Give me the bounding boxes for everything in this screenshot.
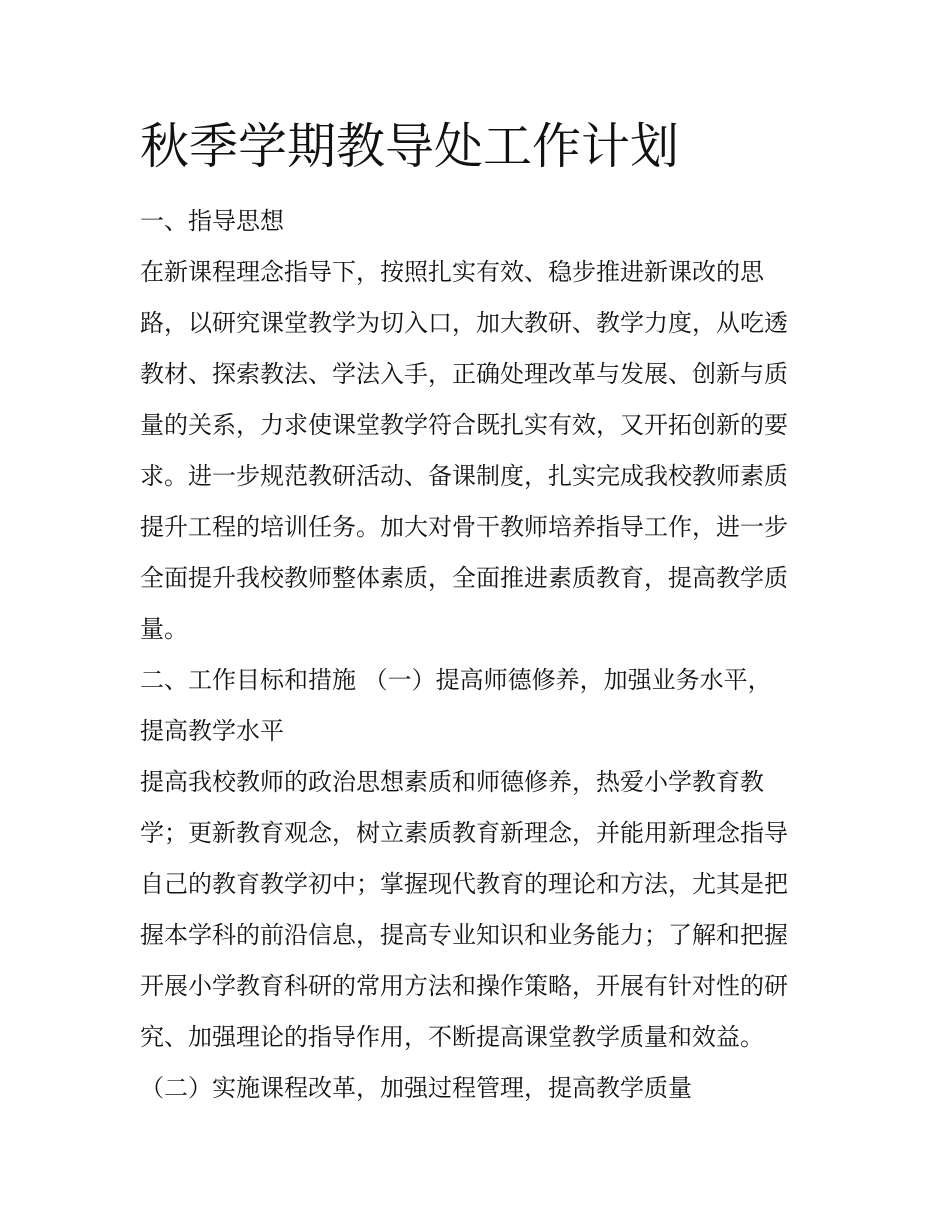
section-heading: 二、工作目标和措施 （一）提高师德修养，加强业务水平， xyxy=(140,666,772,694)
paragraph-line: 握本学科的前沿信息，提高专业知识和业务能力；了解和把握 xyxy=(140,921,788,949)
paragraph-line: 量的关系，力求使课堂教学符合既扎实有效，又开拓创新的要 xyxy=(140,411,788,439)
paragraph-line: 在新课程理念指导下，按照扎实有效、稳步推进新课改的思 xyxy=(140,258,764,286)
section-heading: （二）实施课程改革，加强过程管理，提高教学质量 xyxy=(140,1074,692,1102)
section-heading: 一、指导思想 xyxy=(140,207,284,235)
paragraph-line: 学；更新教育观念，树立素质教育新理念，并能用新理念指导 xyxy=(140,819,788,847)
section-heading: 提高教学水平 xyxy=(140,717,284,745)
paragraph-line: 自己的教育教学初中；掌握现代教育的理论和方法，尤其是把 xyxy=(140,870,788,898)
paragraph-line: 究、加强理论的指导作用，不断提高课堂教学质量和效益。 xyxy=(140,1023,764,1051)
paragraph-line: 提高我校教师的政治思想素质和师德修养，热爱小学教育教 xyxy=(140,768,764,796)
paragraph-line: 提升工程的培训任务。加大对骨干教师培养指导工作，进一步 xyxy=(140,513,788,541)
paragraph-line: 教材、探索教法、学法入手，正确处理改革与发展、创新与质 xyxy=(140,360,788,388)
document-title: 秋季学期教导处工作计划 xyxy=(140,118,680,175)
paragraph-line: 全面提升我校教师整体素质，全面推进素质教育，提高教学质 xyxy=(140,564,788,592)
paragraph-line: 开展小学教育科研的常用方法和操作策略，开展有针对性的研 xyxy=(140,972,788,1000)
paragraph-line: 路，以研究课堂教学为切入口，加大教研、教学力度，从吃透 xyxy=(140,309,788,337)
paragraph-line: 量。 xyxy=(140,615,188,643)
paragraph-line: 求。进一步规范教研活动、备课制度，扎实完成我校教师素质 xyxy=(140,462,788,490)
